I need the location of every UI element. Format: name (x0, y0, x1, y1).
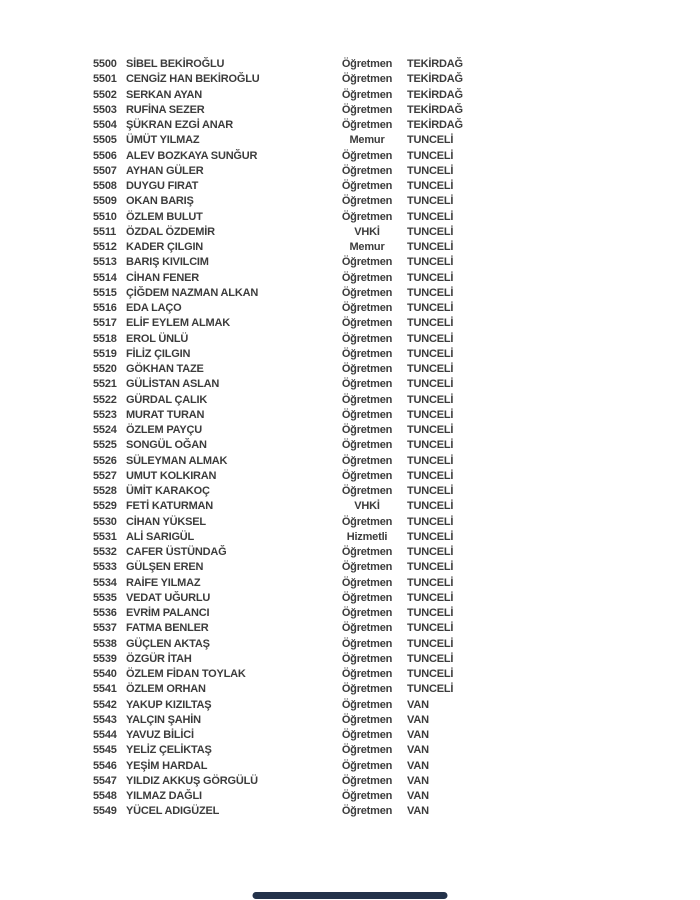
table-row (93, 332, 613, 347)
city-cell: TUNCELİ (407, 225, 454, 238)
job-title-cell: Öğretmen (341, 790, 393, 802)
city-cell: TUNCELİ (407, 134, 454, 147)
job-title-cell: Öğretmen (341, 393, 393, 406)
job-title-cell: Öğretmen (341, 591, 393, 604)
name-cell: FETİ KATURMAN (126, 500, 214, 513)
row-number-cell: 5534 (93, 576, 117, 589)
name-cell: YAKUP KIZILTAŞ (126, 698, 212, 711)
name-cell: GÜLŞEN EREN (126, 561, 204, 574)
job-title-cell: Memur (349, 241, 385, 253)
row-number-cell: 5527 (93, 469, 117, 482)
city-cell: VAN (407, 744, 429, 757)
table-row (93, 454, 613, 469)
table-row (93, 606, 613, 621)
job-title-cell: VHKİ (354, 225, 380, 238)
city-cell: VAN (407, 729, 429, 741)
name-cell: ŞÜKRAN EZGİ ANAR (126, 119, 234, 131)
name-cell: ÖZGÜR İTAH (126, 652, 192, 665)
name-cell: YELİZ ÇELİKTAŞ (126, 744, 212, 757)
name-cell: EROL ÜNLÜ (126, 332, 189, 345)
city-cell: VAN (407, 698, 429, 711)
row-number-cell: 5514 (93, 271, 117, 284)
city-cell: TEKİRDAĞ (407, 119, 463, 131)
city-cell: TUNCELİ (407, 454, 454, 467)
name-cell: YALÇIN ŞAHİN (126, 713, 201, 726)
job-title-cell: Öğretmen (341, 88, 393, 101)
city-cell: TUNCELİ (407, 683, 454, 696)
table-row (93, 484, 613, 499)
row-number-cell: 5503 (93, 103, 117, 116)
name-cell: GÜLİSTAN ASLAN (126, 378, 220, 391)
city-cell: TUNCELİ (407, 149, 454, 162)
job-title-cell: Öğretmen (341, 302, 393, 314)
row-number-cell: 5521 (93, 378, 117, 391)
job-title-cell: Öğretmen (341, 805, 393, 818)
city-cell: TUNCELİ (407, 469, 454, 482)
job-title-cell: Öğretmen (341, 149, 393, 162)
row-number-cell: 5539 (93, 652, 117, 665)
city-cell: TUNCELİ (407, 332, 454, 345)
job-title-cell: Öğretmen (341, 652, 393, 665)
table-row (93, 576, 613, 591)
name-cell: CİHAN FENER (126, 271, 199, 284)
city-cell: VAN (407, 713, 429, 726)
row-number-cell: 5511 (93, 225, 117, 238)
table-row (93, 637, 613, 652)
city-cell: TUNCELİ (407, 195, 454, 208)
city-cell: VAN (407, 790, 429, 802)
city-cell: TUNCELİ (407, 210, 454, 223)
table-row (93, 713, 613, 728)
city-cell: VAN (407, 759, 429, 772)
name-cell: KADER ÇILGIN (126, 241, 204, 253)
city-cell: TUNCELİ (407, 530, 454, 543)
job-title-cell: Öğretmen (341, 546, 393, 558)
row-number-cell: 5533 (93, 561, 117, 574)
table-row (93, 469, 613, 484)
name-cell: FATMA BENLER (126, 622, 209, 635)
table-row (93, 362, 613, 377)
job-title-cell: Öğretmen (341, 744, 393, 757)
job-title-cell: Öğretmen (341, 73, 393, 86)
job-title-cell: VHKİ (354, 500, 380, 513)
table-row (93, 301, 613, 316)
city-cell: TUNCELİ (407, 668, 454, 680)
city-cell: TUNCELİ (407, 439, 454, 452)
name-cell: ÖZLEM ORHAN (126, 683, 206, 696)
city-cell: TUNCELİ (407, 546, 454, 558)
row-number-cell: 5519 (93, 347, 117, 360)
name-cell: YAVUZ BİLİCİ (126, 729, 194, 741)
job-title-cell: Öğretmen (341, 454, 393, 467)
job-title-cell: Öğretmen (341, 363, 393, 375)
city-cell: TUNCELİ (407, 576, 454, 589)
name-cell: ALİ SARIGÜL (126, 530, 195, 543)
table-row (93, 408, 613, 423)
job-title-cell: Öğretmen (341, 164, 393, 177)
city-cell: TUNCELİ (407, 652, 454, 665)
table-row (93, 271, 613, 286)
name-cell: CAFER ÜSTÜNDAĞ (126, 546, 227, 558)
name-cell: ALEV BOZKAYA SUNĞUR (126, 149, 258, 162)
job-title-cell: Öğretmen (341, 180, 393, 192)
job-title-cell: Öğretmen (341, 668, 393, 680)
city-cell: TUNCELİ (407, 164, 454, 177)
job-title-cell: Öğretmen (341, 408, 393, 421)
table-row (93, 210, 613, 225)
table-row (93, 88, 613, 103)
row-number-cell: 5541 (93, 683, 117, 696)
row-number-cell: 5530 (93, 515, 117, 528)
row-number-cell: 5543 (93, 713, 117, 726)
row-number-cell: 5537 (93, 622, 117, 635)
job-title-cell: Öğretmen (341, 378, 393, 391)
table-row (93, 72, 613, 87)
table-row (93, 255, 613, 270)
table-row (93, 438, 613, 453)
name-cell: SONGÜL OĞAN (126, 439, 207, 452)
job-title-cell: Öğretmen (341, 729, 393, 741)
row-number-cell: 5508 (93, 180, 117, 192)
home-indicator[interactable] (253, 892, 448, 899)
city-cell: TUNCELİ (407, 424, 454, 436)
job-title-cell: Öğretmen (341, 210, 393, 223)
row-number-cell: 5504 (93, 119, 117, 131)
city-cell: TUNCELİ (407, 637, 454, 650)
table-row (93, 682, 613, 697)
row-number-cell: 5500 (93, 58, 117, 70)
city-cell: TUNCELİ (407, 607, 454, 619)
table-row (93, 194, 613, 209)
city-cell: VAN (407, 774, 429, 787)
name-cell: OKAN BARIŞ (126, 195, 194, 208)
row-number-cell: 5509 (93, 195, 117, 208)
name-cell: ELİF EYLEM ALMAK (126, 317, 230, 330)
job-title-cell: Öğretmen (341, 119, 393, 131)
row-number-cell: 5513 (93, 256, 117, 269)
name-cell: YILDIZ AKKUŞ GÖRGÜLÜ (126, 774, 258, 787)
name-cell: VEDAT UĞURLU (126, 591, 211, 604)
name-cell: BARIŞ KIVILCIM (126, 256, 209, 269)
city-cell: TUNCELİ (407, 286, 454, 299)
row-number-cell: 5532 (93, 546, 117, 558)
row-number-cell: 5523 (93, 408, 117, 421)
name-cell: RAİFE YILMAZ (126, 576, 201, 589)
name-cell: RUFİNA SEZER (126, 103, 205, 116)
row-number-cell: 5522 (93, 393, 117, 406)
table-row (93, 652, 613, 667)
city-cell: TEKİRDAĞ (407, 88, 463, 101)
job-title-cell: Öğretmen (341, 713, 393, 726)
job-title-cell: Öğretmen (341, 103, 393, 116)
table-row (93, 728, 613, 743)
row-number-cell: 5529 (93, 500, 117, 513)
name-cell: ÖZLEM PAYÇU (126, 424, 203, 436)
job-title-cell: Öğretmen (341, 195, 393, 208)
row-number-cell: 5540 (93, 668, 117, 680)
job-title-cell: Öğretmen (341, 759, 393, 772)
city-cell: TUNCELİ (407, 241, 454, 253)
name-cell: ÇİĞDEM NAZMAN ALKAN (126, 286, 259, 299)
name-cell: GÜRDAL ÇALIK (126, 393, 208, 406)
table-row (93, 149, 613, 164)
name-cell: DUYGU FIRAT (126, 180, 199, 192)
job-title-cell: Öğretmen (341, 286, 393, 299)
table-row (93, 57, 613, 72)
job-title-cell: Öğretmen (341, 485, 393, 497)
city-cell: TUNCELİ (407, 393, 454, 406)
name-cell: CENGİZ HAN BEKİROĞLU (126, 73, 260, 86)
city-cell: TEKİRDAĞ (407, 73, 463, 86)
row-number-cell: 5518 (93, 332, 117, 345)
job-title-cell: Öğretmen (341, 515, 393, 528)
row-number-cell: 5538 (93, 637, 117, 650)
job-title-cell: Öğretmen (341, 637, 393, 650)
job-title-cell: Öğretmen (341, 439, 393, 452)
name-cell: SÜLEYMAN ALMAK (126, 454, 228, 467)
job-title-cell: Öğretmen (341, 622, 393, 635)
job-title-cell: Öğretmen (341, 774, 393, 787)
job-title-cell: Öğretmen (341, 561, 393, 574)
name-cell: ÜMÜT YILMAZ (126, 134, 200, 147)
table-row (93, 240, 613, 255)
city-cell: TUNCELİ (407, 561, 454, 574)
job-title-cell: Öğretmen (341, 271, 393, 284)
table-row (93, 423, 613, 438)
name-cell: AYHAN GÜLER (126, 164, 204, 177)
table-row (93, 743, 613, 758)
table-row (93, 316, 613, 331)
table-row (93, 164, 613, 179)
row-number-cell: 5507 (93, 164, 117, 177)
city-cell: TUNCELİ (407, 500, 454, 513)
table-row (93, 667, 613, 682)
city-cell: TUNCELİ (407, 302, 454, 314)
name-cell: ÖZDAL ÖZDEMİR (126, 225, 215, 238)
job-title-cell: Öğretmen (341, 347, 393, 360)
job-title-cell: Öğretmen (341, 332, 393, 345)
table-row (93, 515, 613, 530)
table-row (93, 118, 613, 133)
name-cell: CİHAN YÜKSEL (126, 515, 206, 528)
city-cell: TUNCELİ (407, 622, 454, 635)
row-number-cell: 5515 (93, 286, 117, 299)
row-number-cell: 5547 (93, 774, 117, 787)
row-number-cell: 5516 (93, 302, 117, 314)
name-cell: FİLİZ ÇILGIN (126, 347, 191, 360)
city-cell: VAN (407, 805, 429, 818)
row-number-cell: 5531 (93, 530, 117, 543)
city-cell: TUNCELİ (407, 347, 454, 360)
row-number-cell: 5528 (93, 485, 117, 497)
table-row (93, 377, 613, 392)
name-cell: SERKAN AYAN (126, 88, 203, 101)
row-number-cell: 5525 (93, 439, 117, 452)
table-row (93, 698, 613, 713)
row-number-cell: 5546 (93, 759, 117, 772)
table-row (93, 393, 613, 408)
job-title-cell: Öğretmen (341, 469, 393, 482)
row-number-cell: 5548 (93, 790, 117, 802)
name-cell: EVRİM PALANCI (126, 607, 210, 619)
job-title-cell: Öğretmen (341, 698, 393, 711)
table-row (93, 621, 613, 636)
job-title-cell: Öğretmen (341, 576, 393, 589)
city-cell: TEKİRDAĞ (407, 103, 463, 116)
name-cell: ÖZLEM FİDAN TOYLAK (126, 668, 246, 680)
table-row (93, 499, 613, 514)
name-cell: YEŞİM HARDAL (126, 759, 208, 772)
row-number-cell: 5526 (93, 454, 117, 467)
city-cell: TUNCELİ (407, 485, 454, 497)
job-title-cell: Öğretmen (341, 683, 393, 696)
job-title-cell: Öğretmen (341, 607, 393, 619)
row-number-cell: 5545 (93, 744, 117, 757)
row-number-cell: 5549 (93, 805, 117, 818)
row-number-cell: 5512 (93, 241, 117, 253)
table-row (93, 530, 613, 545)
job-title-cell: Öğretmen (341, 256, 393, 269)
table-row (93, 560, 613, 575)
row-number-cell: 5510 (93, 210, 117, 223)
name-cell: EDA LAÇO (126, 302, 182, 314)
city-cell: TUNCELİ (407, 515, 454, 528)
row-number-cell: 5506 (93, 149, 117, 162)
name-cell: YÜCEL ADIGÜZEL (126, 805, 220, 818)
table-row (93, 133, 613, 148)
row-number-cell: 5520 (93, 363, 117, 375)
city-cell: TEKİRDAĞ (407, 58, 463, 70)
city-cell: TUNCELİ (407, 591, 454, 604)
row-number-cell: 5524 (93, 424, 117, 436)
table-row (93, 347, 613, 362)
table-row (93, 804, 613, 819)
name-cell: GÖKHAN TAZE (126, 363, 204, 375)
name-cell: ÜMİT KARAKOÇ (126, 485, 210, 497)
row-number-cell: 5542 (93, 698, 117, 711)
city-cell: TUNCELİ (407, 408, 454, 421)
row-number-cell: 5544 (93, 729, 117, 741)
row-number-cell: 5501 (93, 73, 117, 86)
city-cell: TUNCELİ (407, 256, 454, 269)
job-title-cell: Hizmetli (346, 530, 388, 543)
name-cell: SİBEL BEKİROĞLU (126, 58, 225, 70)
table-row (93, 179, 613, 194)
city-cell: TUNCELİ (407, 363, 454, 375)
job-title-cell: Öğretmen (341, 317, 393, 330)
city-cell: TUNCELİ (407, 317, 454, 330)
row-number-cell: 5505 (93, 134, 117, 147)
name-cell: YILMAZ DAĞLI (126, 790, 202, 802)
name-cell: GÜÇLEN AKTAŞ (126, 637, 210, 650)
row-number-cell: 5535 (93, 591, 117, 604)
job-title-cell: Öğretmen (341, 58, 393, 70)
job-title-cell: Memur (349, 134, 385, 147)
name-cell: MURAT TURAN (126, 408, 205, 421)
city-cell: TUNCELİ (407, 378, 454, 391)
table-row (93, 591, 613, 606)
personnel-list (93, 57, 613, 820)
table-row (93, 789, 613, 804)
table-row (93, 103, 613, 118)
table-row (93, 545, 613, 560)
city-cell: TUNCELİ (407, 271, 454, 284)
table-row (93, 225, 613, 240)
table-row (93, 759, 613, 774)
row-number-cell: 5502 (93, 88, 117, 101)
row-number-cell: 5536 (93, 607, 117, 619)
job-title-cell: Öğretmen (341, 424, 393, 436)
name-cell: ÖZLEM BULUT (126, 210, 203, 223)
name-cell: UMUT KOLKIRAN (126, 469, 217, 482)
table-row (93, 286, 613, 301)
table-row (93, 774, 613, 789)
city-cell: TUNCELİ (407, 180, 454, 192)
row-number-cell: 5517 (93, 317, 117, 330)
